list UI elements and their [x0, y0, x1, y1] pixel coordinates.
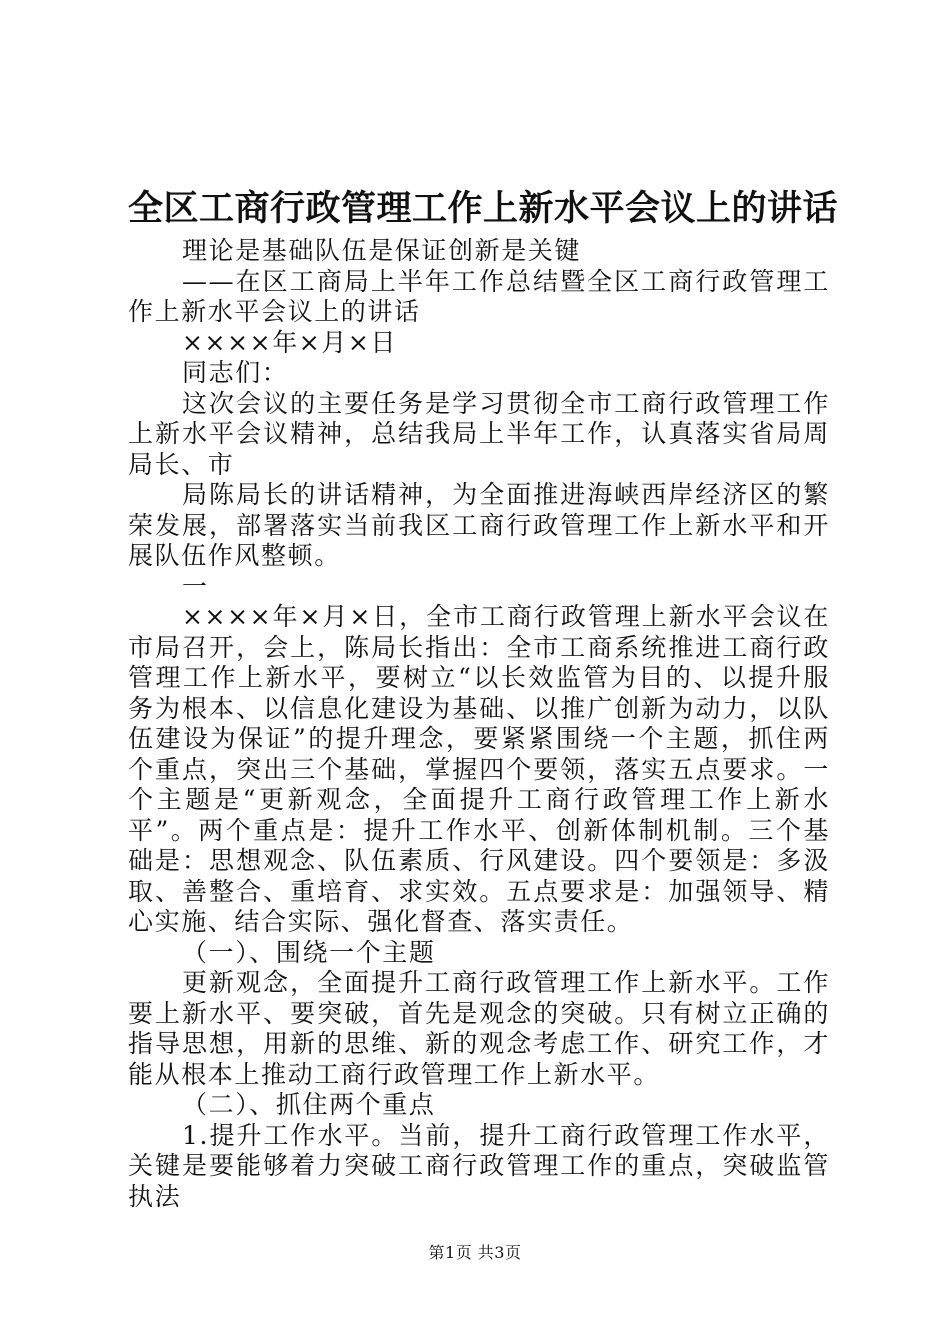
subtitle-caption: ——在区工商局上半年工作总结暨全区工商行政管理工作上新水平会议上的讲话 [128, 266, 830, 326]
document-title: 全区工商行政管理工作上新水平会议上的讲话 [128, 189, 839, 229]
section-number: 一 [182, 571, 209, 601]
paragraph-intro-continued: 局陈局长的讲话精神，为全面推进海峡西岸经济区的繁荣发展，部署落实当前我区工商行政管理工作上新水平和开展队伍作风整顿。 [128, 480, 830, 570]
paragraph-intro: 这次会议的主要任务是学习贯彻全市工商行政管理工作上新水平会议精神，总结我局上半年工作，认真落实省局周局长、市 [128, 388, 830, 479]
paragraph-improve-work: 1.提升工作水平。当前，提升工商行政管理工作水平，关键是要能够着力突破工商行政管理工作的重点，突破监管执法 [128, 1120, 830, 1211]
document-body [128, 236, 830, 1212]
section-heading-2: （二）、抓住两个重点 [182, 1090, 436, 1119]
page-footer: 第1页 共3页 [428, 1243, 522, 1262]
paragraph-theme: 更新观念，全面提升工商行政管理工作上新水平。工作要上新水平、要突破，首先是观念的突破。只有树立正确的指导思想，用新的思维、新的观念考虑工作、研究工作，才能从根本上推动工商行政管理工作上新水平。 [128, 968, 830, 1089]
subtitle-line: 理论是基础队伍是保证创新是关键 [182, 236, 582, 265]
date-line: ××××年×月×日 [182, 327, 398, 357]
salutation: 同志们： [182, 358, 289, 387]
paragraph-meeting-summary: ××××年×月×日，全市工商行政管理上新水平会议在市局召开，会上，陈局长指出：全市工商系统推进工商行政管理工作上新水平，要树立“以长效监管为目的、以提升服务为根本、以信息化建设为基础、以推广创新为动力，以队伍建设为保证”的提升理念，要紧紧围绕一个主题，抓住两个重点，突出三个基础，掌握四个要领，落实五点要求。一个主题是“更新观念，全面提升工商行政管理工作上新水平”。两个重点是：提升工作水平、创新体制机制。三个基础是：思想观念、队伍素质、行风建设。四个要领是：多汲取、善整合、重培育、求实效。五点要求是：加强领导、精心实施、结合实际、强化督查、落实责任。 [128, 602, 830, 936]
section-heading-1: （一）、围绕一个主题 [182, 937, 436, 967]
